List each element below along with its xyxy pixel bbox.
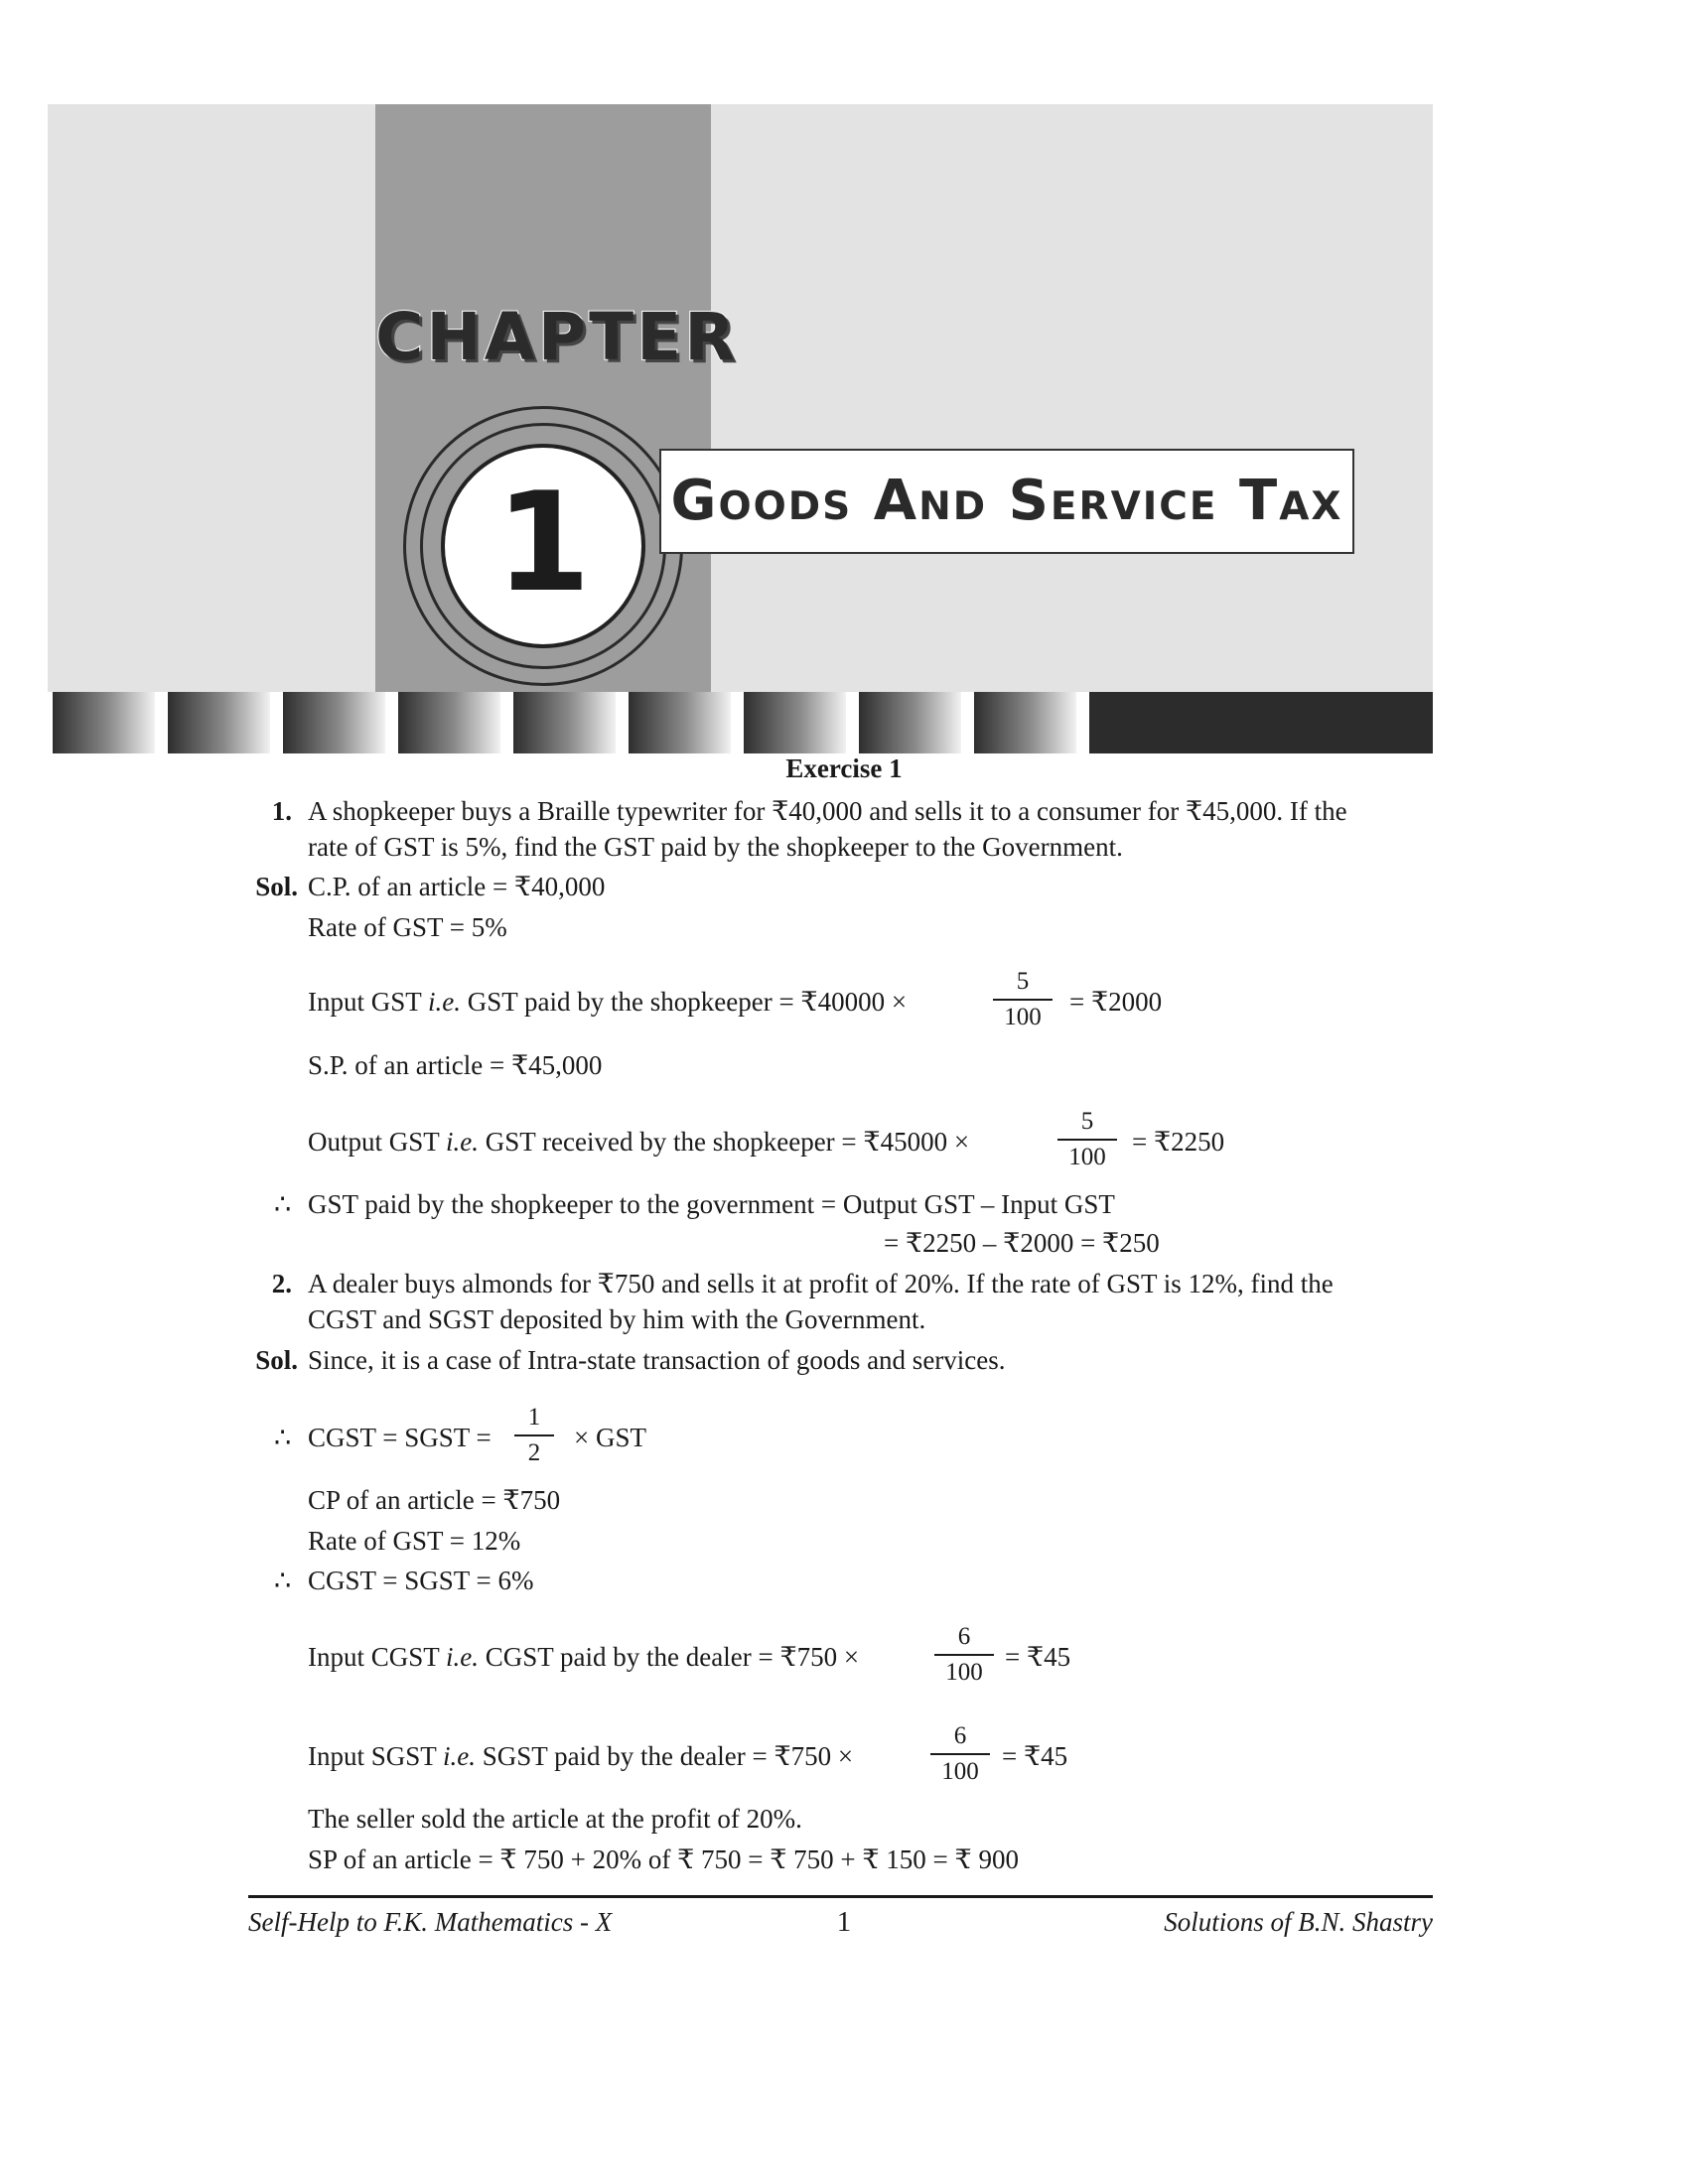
question-number: 2.	[271, 1269, 292, 1298]
equation-line	[308, 986, 907, 1018]
exercise-heading: Exercise 1	[785, 753, 903, 783]
solution-line: Rate of GST = 12%	[308, 1526, 521, 1556]
fraction-bar	[934, 1654, 994, 1656]
footer-rule	[248, 1895, 1433, 1898]
fraction-bar	[993, 999, 1053, 1001]
fraction-bar	[930, 1753, 990, 1755]
footer-author: Solutions of B.N. Shastry	[1164, 1907, 1433, 1937]
solution-line: GST paid by the shopkeeper to the government = Output GST – Input GST	[308, 1189, 1115, 1219]
denominator: 2	[527, 1439, 541, 1466]
ie-abbrev: i.e.	[443, 1741, 477, 1771]
chapter-number: 1	[494, 463, 592, 622]
equation-text: Input CGST	[308, 1642, 440, 1672]
equation-result: = ₹45	[1002, 1741, 1068, 1771]
equation-result: = ₹2000	[1069, 987, 1163, 1017]
equation-text: Input GST	[308, 987, 422, 1017]
stripe-block	[629, 692, 731, 753]
solution-line: Rate of GST = 5%	[308, 912, 507, 942]
fraction-bar	[1057, 1139, 1117, 1141]
therefore-symbol: ∴	[274, 1189, 292, 1219]
solution-line: CP of an article = ₹750	[308, 1485, 561, 1515]
chapter-column	[375, 104, 739, 692]
denominator: 100	[941, 1758, 979, 1785]
stripe-solid	[1089, 692, 1433, 753]
solution-line: SP of an article = ₹ 750 + 20% of ₹ 750 = ₹ 750 + ₹ 150 = ₹ 900	[308, 1844, 1019, 1874]
solution-line: = ₹2250 – ₹2000 = ₹250	[884, 1228, 1160, 1258]
equation-text: GST received by the shopkeeper = ₹45000 ×	[485, 1127, 970, 1157]
stripe-block	[744, 692, 846, 753]
equation-text: GST paid by the shopkeeper = ₹40000 ×	[467, 987, 908, 1017]
equation-line	[308, 1126, 969, 1158]
question-text: rate of GST is 5%, find the GST paid by the shopkeeper to the Government.	[308, 832, 1123, 862]
equation-text: × GST	[574, 1423, 646, 1452]
equation-text: Input SGST	[308, 1741, 437, 1771]
therefore-symbol: ∴	[274, 1566, 292, 1595]
question-text: A dealer buys almonds for ₹750 and sells it at profit of 20%. If the rate of GST is 12%, find the	[308, 1269, 1334, 1298]
equation-result: = ₹2250	[1132, 1127, 1225, 1157]
numerator: 5	[1016, 968, 1030, 995]
stripe-block	[53, 692, 155, 753]
ie-abbrev: i.e.	[446, 1642, 480, 1672]
solution-line: CGST = SGST = 6%	[308, 1566, 534, 1595]
equation-text: CGST paid by the dealer = ₹750 ×	[485, 1642, 860, 1672]
denominator: 100	[945, 1659, 983, 1686]
solution-line: C.P. of an article = ₹40,000	[308, 872, 606, 901]
decorative-stripe	[53, 692, 1433, 753]
chapter-label: CHAPTER	[375, 299, 739, 375]
question-text: A shopkeeper buys a Braille typewriter for ₹40,000 and sells it to a consumer for ₹45,000. If the	[308, 796, 1347, 826]
numerator: 5	[1080, 1108, 1094, 1135]
equation-text: Output GST	[308, 1127, 440, 1157]
therefore-symbol: ∴	[274, 1423, 292, 1452]
ie-abbrev: i.e.	[428, 987, 462, 1017]
stripe-block	[283, 692, 385, 753]
equation-line	[308, 1641, 859, 1673]
page-number: 1	[836, 1906, 852, 1938]
fraction	[993, 967, 1053, 1032]
fraction	[1057, 1107, 1117, 1172]
footer-book-title: Self-Help to F.K. Mathematics - X	[248, 1907, 613, 1937]
fraction-bar	[514, 1434, 554, 1436]
stripe-block	[168, 692, 270, 753]
question-number: 1.	[271, 796, 292, 826]
ie-abbrev: i.e.	[446, 1127, 480, 1157]
fraction	[934, 1622, 994, 1688]
question-text: CGST and SGST deposited by him with the Government.	[308, 1304, 926, 1334]
solution-line: S.P. of an article = ₹45,000	[308, 1050, 603, 1080]
equation-text: CGST = SGST =	[308, 1423, 492, 1452]
solution-label: Sol.	[255, 1345, 298, 1375]
fraction	[930, 1721, 990, 1787]
denominator: 100	[1004, 1004, 1042, 1030]
equation-text: SGST paid by the dealer = ₹750 ×	[482, 1741, 854, 1771]
solution-line: Since, it is a case of Intra-state transaction of goods and services.	[308, 1345, 1006, 1375]
stripe-block	[859, 692, 961, 753]
numerator: 6	[953, 1722, 967, 1749]
equation-line	[308, 1740, 853, 1772]
numerator: 1	[527, 1404, 541, 1431]
numerator: 6	[957, 1623, 971, 1650]
chapter-banner	[48, 104, 1433, 692]
solution-label: Sol.	[255, 872, 298, 901]
equation-result: = ₹45	[1005, 1642, 1071, 1672]
stripe-block	[398, 692, 500, 753]
stripe-block	[513, 692, 616, 753]
denominator: 100	[1068, 1144, 1106, 1170]
chapter-title: Goods And Service Tax	[659, 449, 1354, 554]
solution-line: The seller sold the article at the profit of 20%.	[308, 1804, 802, 1834]
stripe-block	[974, 692, 1076, 753]
fraction	[514, 1403, 554, 1468]
